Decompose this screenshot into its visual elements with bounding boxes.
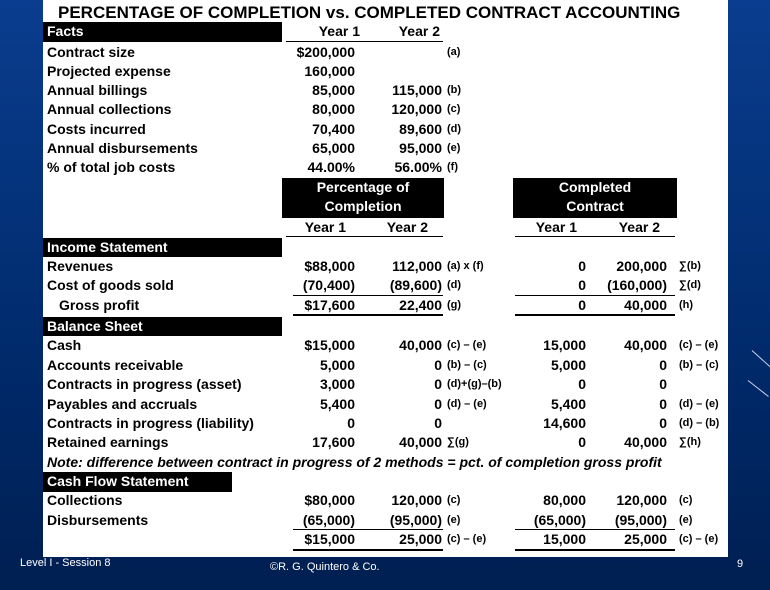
facts-ref: (f) bbox=[447, 161, 458, 173]
footer-copyright: ©R. G. Quintero & Co. bbox=[270, 561, 380, 573]
bs-poc-year2: 0 bbox=[434, 415, 442, 431]
cf-cc-ref: (c) – (e) bbox=[679, 533, 719, 545]
cf-poc-year1: (65,000) bbox=[302, 512, 355, 528]
facts-ref: (e) bbox=[447, 142, 461, 154]
bs-cc-year2: 0 bbox=[659, 357, 667, 373]
bs-poc-ref: ∑(g) bbox=[447, 436, 469, 448]
cf-poc-year2: 25,000 bbox=[399, 531, 442, 547]
is-cc-ref: ∑(b) bbox=[679, 260, 701, 272]
bs-cc-year1: 15,000 bbox=[543, 337, 586, 353]
bs-poc-ref: (c) – (e) bbox=[447, 339, 487, 351]
is-cc-year2: (160,000) bbox=[607, 277, 667, 293]
bs-poc-ref: (d) – (e) bbox=[447, 398, 487, 410]
footer-session: Level I - Session 8 bbox=[20, 557, 111, 569]
bs-poc-year1: 5,000 bbox=[319, 357, 355, 373]
is-cogs-rule-cc bbox=[515, 295, 675, 296]
is-gp-rule bbox=[293, 314, 443, 316]
cf-poc-year1: $15,000 bbox=[304, 531, 355, 547]
cf-disb-rule bbox=[293, 529, 443, 530]
is-cc-year1: 0 bbox=[578, 258, 586, 274]
bs-cc-ref: (d) – (b) bbox=[679, 417, 720, 429]
facts-underline bbox=[286, 41, 443, 42]
cf-cc-ref: (c) bbox=[679, 494, 693, 506]
facts-header: Facts bbox=[47, 23, 84, 39]
poc-year2-header: Year 2 bbox=[386, 219, 428, 235]
facts-ref: (d) bbox=[447, 123, 462, 135]
facts-year1-header: Year 1 bbox=[318, 23, 360, 39]
facts-label: Costs incurred bbox=[47, 121, 146, 137]
facts-header-bar bbox=[43, 22, 282, 42]
income-statement-bar bbox=[43, 238, 282, 257]
is-cc-year2: 200,000 bbox=[616, 258, 667, 274]
facts-year1-value: 70,400 bbox=[312, 121, 355, 137]
bs-poc-ref: (d)+(g)–(b) bbox=[447, 378, 502, 390]
facts-year1-value: $200,000 bbox=[296, 44, 355, 60]
cc-header bbox=[513, 178, 677, 218]
decorative-line bbox=[752, 350, 770, 369]
facts-year2-value: 89,600 bbox=[399, 121, 442, 137]
is-poc-year2: 112,000 bbox=[392, 258, 442, 274]
facts-year1-value: 80,000 bbox=[312, 101, 355, 117]
facts-label: Contract size bbox=[47, 44, 135, 60]
bs-poc-year2: 0 bbox=[434, 357, 442, 373]
facts-label: Annual disbursements bbox=[47, 140, 198, 156]
cf-cc-year1: 15,000 bbox=[543, 531, 586, 547]
cf-poc-year2: 120,000 bbox=[391, 492, 442, 508]
facts-year1-value: 85,000 bbox=[312, 82, 355, 98]
bs-cc-ref: (d) – (e) bbox=[679, 398, 719, 410]
bs-cc-ref: (c) – (e) bbox=[679, 339, 719, 351]
facts-year1-value: 44.00% bbox=[307, 159, 355, 175]
is-label: Gross profit bbox=[59, 297, 140, 313]
cf-cc-year2: (95,000) bbox=[614, 512, 667, 528]
bs-cc-year1: 14,600 bbox=[543, 415, 586, 431]
content-card bbox=[43, 0, 728, 557]
facts-ref: (b) bbox=[447, 84, 462, 96]
facts-label: % of total job costs bbox=[47, 159, 176, 175]
bs-label: Contracts in progress (liability) bbox=[47, 415, 254, 431]
note-text: Note: difference between contract in progress of 2 methods = pct. of completion gross profit bbox=[47, 454, 662, 470]
is-poc-year1: $17,600 bbox=[304, 297, 355, 313]
cc-header-label: Completed Contract bbox=[558, 179, 632, 214]
bs-poc-year2: 0 bbox=[434, 396, 442, 412]
bs-label: Cash bbox=[47, 337, 82, 353]
facts-year2-value: 95,000 bbox=[399, 140, 442, 156]
cf-poc-ref: (c) bbox=[447, 494, 461, 506]
is-cogs-rule bbox=[293, 295, 443, 296]
cf-cc-year2: 25,000 bbox=[624, 531, 667, 547]
bs-poc-year1: 0 bbox=[347, 415, 355, 431]
facts-ref: (c) bbox=[447, 103, 461, 115]
bs-poc-year2: 0 bbox=[434, 376, 442, 392]
facts-year2-value: 115,000 bbox=[392, 82, 442, 98]
bs-poc-ref: (b) – (c) bbox=[447, 359, 487, 371]
poc-header-label: Percentage of Completion bbox=[316, 179, 410, 214]
is-poc-year2: 22,400 bbox=[399, 297, 442, 313]
cf-total-rule-cc bbox=[515, 549, 675, 551]
is-label: Cost of goods sold bbox=[47, 277, 174, 293]
cf-cc-year1: 80,000 bbox=[543, 492, 586, 508]
balance-sheet-header: Balance Sheet bbox=[47, 318, 143, 334]
cf-cc-ref: (e) bbox=[679, 514, 693, 526]
facts-label: Annual billings bbox=[47, 82, 148, 98]
bs-cc-year2: 0 bbox=[659, 415, 667, 431]
facts-year2-value: 56.00% bbox=[394, 159, 442, 175]
is-poc-ref: (a) x (f) bbox=[447, 260, 484, 272]
bs-poc-year1: 3,000 bbox=[319, 376, 355, 392]
is-poc-year1: $88,000 bbox=[304, 258, 355, 274]
is-poc-year2: (89,600) bbox=[389, 277, 442, 293]
decorative-line bbox=[748, 380, 769, 397]
bs-cc-year2: 40,000 bbox=[624, 337, 667, 353]
cf-poc-ref: (c) – (e) bbox=[447, 533, 487, 545]
bs-cc-ref: ∑(h) bbox=[679, 436, 701, 448]
cf-poc-year2: (95,000) bbox=[389, 512, 442, 528]
bs-cc-year2: 40,000 bbox=[624, 434, 667, 450]
bs-label: Accounts receivable bbox=[47, 357, 184, 373]
bs-cc-year1: 0 bbox=[578, 376, 586, 392]
is-gp-rule-cc bbox=[515, 314, 675, 316]
facts-ref: (a) bbox=[447, 46, 461, 58]
cash-flow-bar bbox=[43, 472, 232, 492]
cf-label: Collections bbox=[47, 492, 123, 508]
cc-year1-header: Year 1 bbox=[535, 219, 577, 235]
balance-sheet-bar bbox=[43, 317, 282, 336]
facts-year1-value: 65,000 bbox=[312, 140, 355, 156]
bs-label: Contracts in progress (asset) bbox=[47, 376, 242, 392]
bs-cc-ref: (b) – (c) bbox=[679, 359, 719, 371]
cf-poc-ref: (e) bbox=[447, 514, 461, 526]
bs-poc-year2: 40,000 bbox=[399, 337, 442, 353]
cc-year2-header: Year 2 bbox=[618, 219, 660, 235]
bs-cc-year1: 0 bbox=[578, 434, 586, 450]
facts-label: Projected expense bbox=[47, 63, 171, 79]
is-label: Revenues bbox=[47, 258, 114, 274]
cash-flow-header: Cash Flow Statement bbox=[47, 473, 189, 489]
is-cc-year1: 0 bbox=[578, 297, 586, 313]
bs-label: Retained earnings bbox=[47, 434, 169, 450]
is-cc-year1: 0 bbox=[578, 277, 586, 293]
poc-header bbox=[282, 178, 444, 218]
bs-cc-year1: 5,000 bbox=[550, 357, 586, 373]
cf-total-rule bbox=[293, 549, 443, 551]
bs-poc-year1: 5,400 bbox=[319, 396, 355, 412]
cf-cc-year1: (65,000) bbox=[533, 512, 586, 528]
facts-year1-value: 160,000 bbox=[304, 63, 355, 79]
bs-label: Payables and accruals bbox=[47, 396, 198, 412]
bs-cc-year2: 0 bbox=[659, 396, 667, 412]
is-poc-year1: (70,400) bbox=[302, 277, 355, 293]
bs-cc-year1: 5,400 bbox=[550, 396, 586, 412]
is-poc-ref: (d) bbox=[447, 279, 462, 291]
facts-year2-value: 120,000 bbox=[391, 101, 442, 117]
bs-poc-year1: $15,000 bbox=[304, 337, 355, 353]
bs-poc-year2: 40,000 bbox=[399, 434, 442, 450]
is-cc-ref: (h) bbox=[679, 299, 694, 311]
facts-year2-header: Year 2 bbox=[398, 23, 440, 39]
is-poc-ref: (g) bbox=[447, 299, 462, 311]
bs-cc-year2: 0 bbox=[659, 376, 667, 392]
cf-label: Disbursements bbox=[47, 512, 149, 528]
page-title: PERCENTAGE OF COMPLETION vs. COMPLETED CONTRACT ACCOUNTING bbox=[58, 3, 681, 22]
income-statement-header: Income Statement bbox=[47, 239, 168, 255]
bs-poc-year1: 17,600 bbox=[312, 434, 355, 450]
cf-disb-rule-cc bbox=[515, 529, 675, 530]
is-cc-year2: 40,000 bbox=[624, 297, 667, 313]
cc-underline bbox=[515, 236, 675, 237]
is-cc-ref: ∑(d) bbox=[679, 279, 701, 291]
facts-label: Annual collections bbox=[47, 101, 172, 117]
footer-page-number: 9 bbox=[737, 558, 744, 570]
poc-year1-header: Year 1 bbox=[304, 219, 346, 235]
cf-poc-year1: $80,000 bbox=[304, 492, 355, 508]
poc-underline bbox=[286, 236, 443, 237]
cf-cc-year2: 120,000 bbox=[616, 492, 667, 508]
